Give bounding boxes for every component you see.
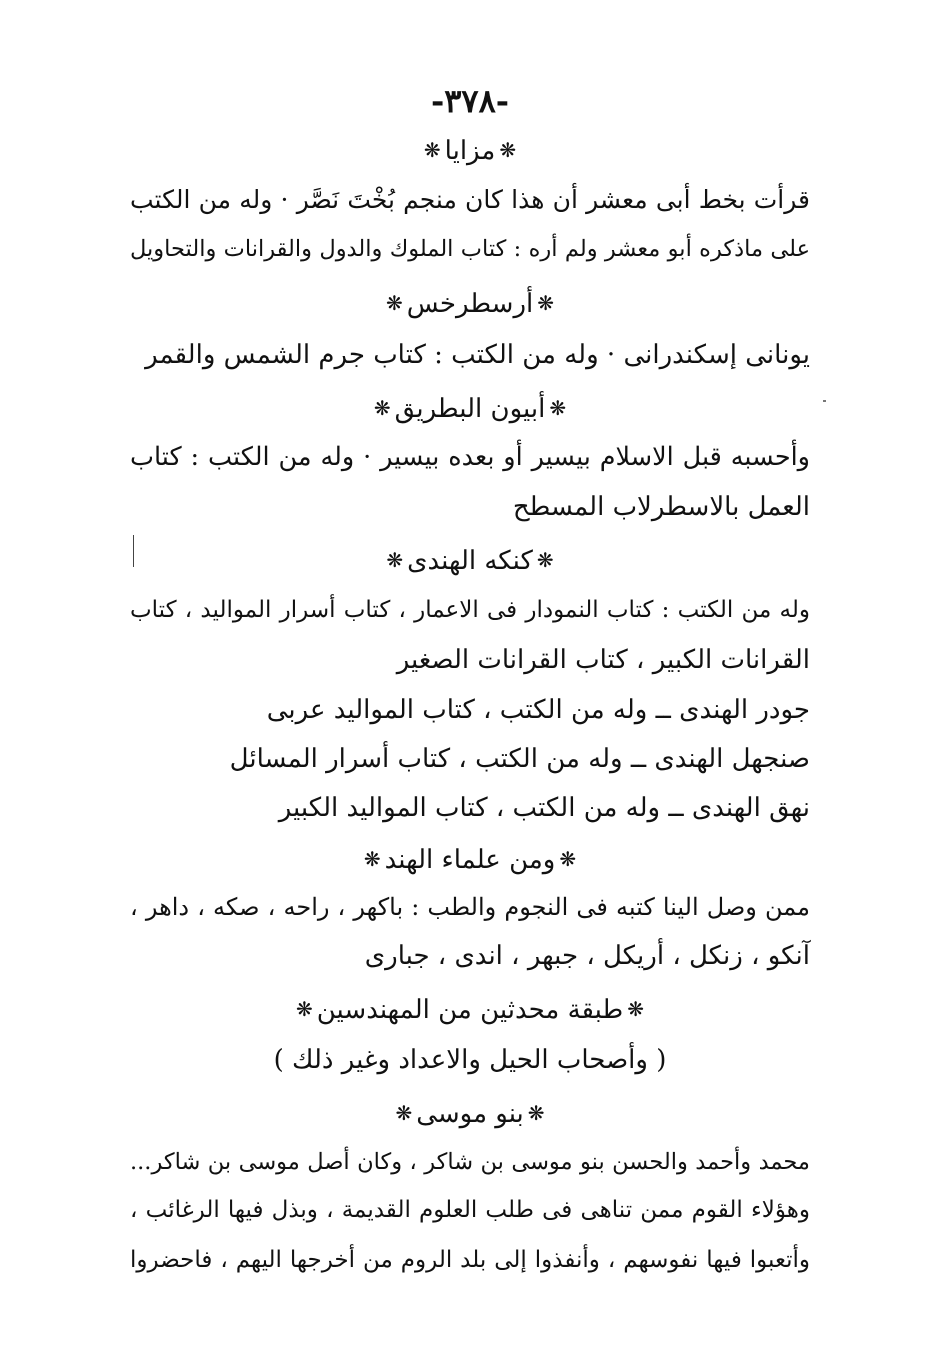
entry-heading xyxy=(130,543,810,578)
entry-subheading: ( وأصحاب الحيل والاعداد وغير ذلك ) xyxy=(273,1045,667,1075)
text-line: وله من الكتب : كتاب النمودار فى الاعمار ، كتاب أسرار المواليد ، كتاب xyxy=(130,597,810,623)
ornament-icon: ❋ xyxy=(296,997,313,1021)
text-line: وهؤلاء القوم ممن تناهى فى طلب العلوم القديمة ، وبذل فيها الرغائب ، xyxy=(130,1197,810,1223)
ornament-icon: ❋ xyxy=(395,1101,413,1125)
scan-speck xyxy=(823,400,826,402)
ornament-icon: ❋ xyxy=(423,138,441,162)
text-line: صنجهل الهندى ــ وله من الكتب ، كتاب أسرار المسائل xyxy=(229,744,810,774)
entry-heading xyxy=(130,1096,810,1131)
text-line: وأحسبه قبل الاسلام بيسير أو بعده بيسير · وله من الكتب : كتاب xyxy=(130,442,810,472)
text-line: وأتعبوا فيها نفوسهم ، وأنفذوا إلى بلد الروم من أخرجها اليهم ، فاحضروا xyxy=(130,1247,810,1273)
entry-heading-text: أبيون البطريق xyxy=(394,394,546,424)
ornament-icon: ❋ xyxy=(549,396,567,420)
text-line: آنكو ، زنكل ، أريكل ، جبهر ، اندى ، جبارى xyxy=(364,941,810,971)
text-line: يونانى إسكندرانى · وله من الكتب : كتاب جرم الشمس والقمر xyxy=(145,340,810,370)
entry-heading-text: ومن علماء الهند xyxy=(384,845,556,875)
text-line: ممن وصل الينا كتبه فى النجوم والطب : باكهر ، راحه ، صكه ، داهر ، xyxy=(130,893,810,921)
entry-heading xyxy=(130,391,810,426)
entry-heading-text: طبقة محدثين من المهندسين xyxy=(316,995,624,1025)
entry-heading xyxy=(130,286,810,321)
ornament-icon: ❋ xyxy=(536,548,554,572)
ornament-icon: ❋ xyxy=(537,291,554,315)
text-line: القرانات الكبير ، كتاب القرانات الصغير xyxy=(396,645,810,675)
ornament-icon: ❋ xyxy=(386,548,404,572)
text-line: نهق الهندى ــ وله من الكتب ، كتاب المواليد الكبير xyxy=(278,793,810,823)
ornament-icon: ❋ xyxy=(627,997,644,1021)
page-number: -٣٧٨- xyxy=(430,82,510,120)
entry-heading-text: مزايا xyxy=(444,136,496,166)
entry-heading-text: بنو موسى xyxy=(416,1099,524,1129)
entry-heading xyxy=(130,133,810,168)
ornament-icon: ❋ xyxy=(499,138,517,162)
scan-artifact xyxy=(133,535,134,567)
ornament-icon: ❋ xyxy=(363,847,381,871)
entry-heading-text: كنكه الهندى xyxy=(407,546,533,576)
ornament-icon: ❋ xyxy=(386,291,403,315)
ornament-icon: ❋ xyxy=(559,847,577,871)
text-line: على ماذكره أبو معشر ولم أره : كتاب الملوك والدول والقرانات والتحاويل xyxy=(130,236,810,262)
entry-heading xyxy=(130,992,810,1027)
entry-heading-text: أرسطرخس xyxy=(406,289,534,319)
text-line: العمل بالاسطرلاب المسطح xyxy=(512,492,810,522)
text-line: قرأت بخط أبى معشر أن هذا كان منجم بُخْتَ نَصَّر · وله من الكتب xyxy=(130,185,810,214)
text-line: محمد وأحمد والحسن بنو موسى بن شاكر ، وكان أصل موسى بن شاكر... xyxy=(130,1149,810,1175)
ornament-icon: ❋ xyxy=(373,396,391,420)
text-line: جودر الهندى ــ وله من الكتب ، كتاب المواليد عربى xyxy=(266,695,810,725)
ornament-icon: ❋ xyxy=(527,1101,545,1125)
entry-heading xyxy=(130,842,810,877)
